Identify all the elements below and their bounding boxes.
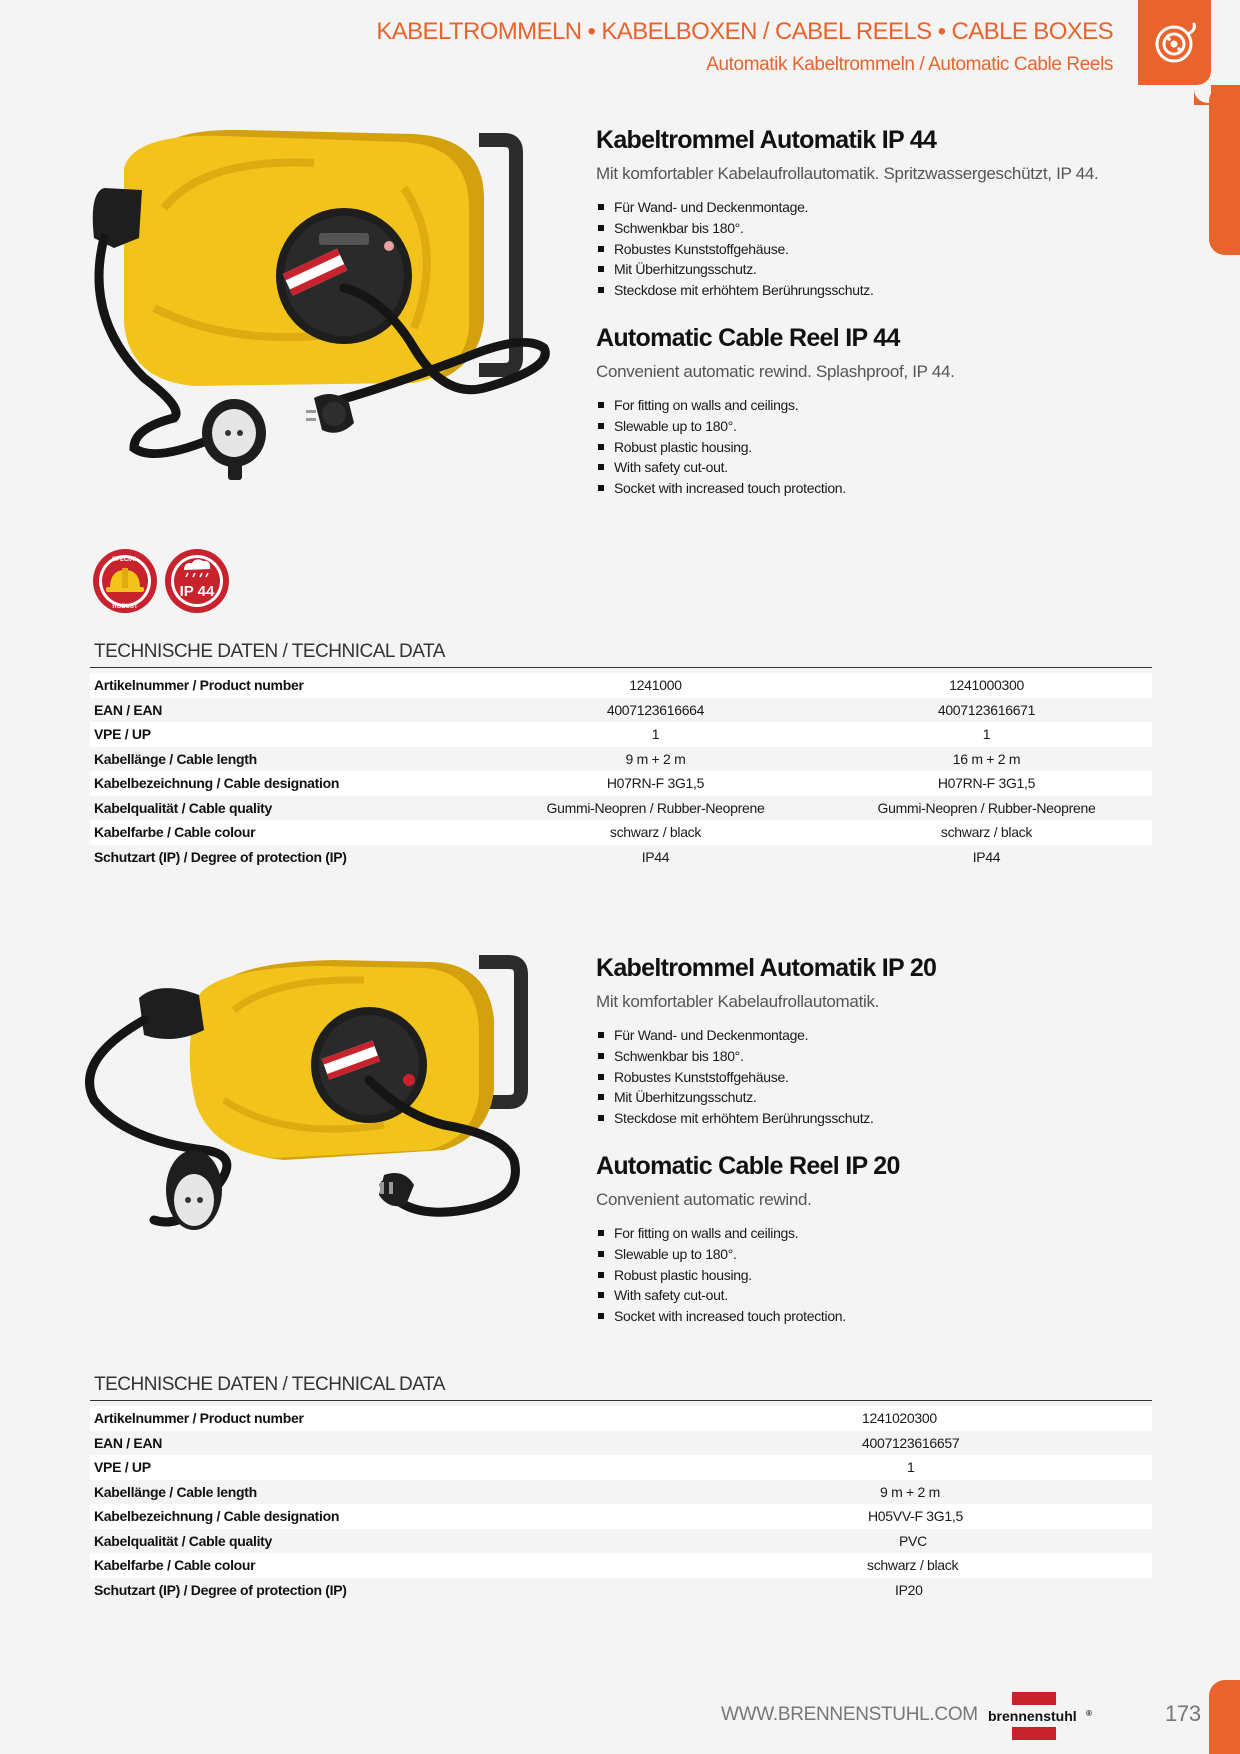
row-label: Kabelbezeichnung / Cable designation xyxy=(90,1504,490,1529)
cell-value: Gummi-Neopren / Rubber-Neoprene xyxy=(821,796,1152,821)
row-label: Kabellänge / Cable length xyxy=(90,1480,490,1505)
cell-value: 4007123616671 xyxy=(821,698,1152,723)
row-label: VPE / UP xyxy=(90,1455,490,1480)
chapter-tab xyxy=(1138,0,1211,85)
product-image-ip44 xyxy=(84,118,564,523)
product-title-en: Automatic Cable Reel IP 44 xyxy=(596,323,900,352)
cell-value: 4007123616657 xyxy=(732,1431,1152,1456)
list-item: Steckdose mit erhöhtem Berührungsschutz. xyxy=(596,1108,1156,1129)
logo-wordmark: brennenstuhl xyxy=(988,1708,1077,1724)
row-label: Artikelnummer / Product number xyxy=(90,673,490,698)
badge-robust-label: ROBUST xyxy=(112,604,138,610)
cable-reel-icon xyxy=(1154,22,1198,66)
list-item: With safety cut-out. xyxy=(596,457,1156,478)
cell-value: 1 xyxy=(732,1455,1152,1480)
product-desc-en: Convenient automatic rewind. xyxy=(596,1189,812,1209)
table-row xyxy=(90,845,1152,870)
row-label: Kabelqualität / Cable quality xyxy=(90,1529,490,1554)
section-title: KABELTROMMELN • KABELBOXEN / CABEL REELS • CABLE BOXES xyxy=(376,18,1113,45)
row-label: Artikelnummer / Product number xyxy=(90,1406,490,1431)
list-item: Mit Überhitzungsschutz. xyxy=(596,259,1156,280)
list-item: Robust plastic housing. xyxy=(596,437,1156,458)
list-item: For fitting on walls and ceilings. xyxy=(596,1223,1156,1244)
table-row xyxy=(90,673,1152,698)
cell-value: IP44 xyxy=(821,845,1152,870)
product-title-de: Kabeltrommel Automatik IP 44 xyxy=(596,126,937,154)
table-row xyxy=(90,1504,1152,1529)
product-desc-de: Mit komfortabler Kabelaufrollautomatik. xyxy=(596,992,880,1011)
table-row xyxy=(90,1406,1152,1431)
feature-list-en xyxy=(596,1223,1156,1327)
ip44-badge xyxy=(165,549,229,613)
tech-data-title-2: TECHNISCHE DATEN / TECHNICAL DATA xyxy=(94,1374,445,1395)
row-label: Kabelfarbe / Cable colour xyxy=(90,1553,490,1578)
feature-list-en xyxy=(596,395,1156,499)
cell-value: 4007123616664 xyxy=(490,698,821,723)
cell-value: PVC xyxy=(732,1529,1152,1554)
row-label: Kabellänge / Cable length xyxy=(90,747,490,772)
cell-value: 9 m + 2 m xyxy=(732,1480,1152,1505)
cell-value: 9 m + 2 m xyxy=(490,747,821,772)
cell-value: IP44 xyxy=(490,845,821,870)
cell-value: schwarz / black xyxy=(821,820,1152,845)
list-item: Schwenkbar bis 180°. xyxy=(596,1046,1156,1067)
table-row xyxy=(90,771,1152,796)
table-row xyxy=(90,1529,1152,1554)
tech-data-table-2 xyxy=(90,1406,1152,1602)
row-label: Schutzart (IP) / Degree of protection (IP) xyxy=(90,845,490,870)
special-robust-badge xyxy=(93,549,157,613)
table-row xyxy=(90,698,1152,723)
tech-data-divider-2 xyxy=(90,1400,1152,1401)
product-desc-en: Convenient automatic rewind. Splashproof, IP 44. xyxy=(596,361,955,381)
table-row xyxy=(90,796,1152,821)
list-item: Robustes Kunststoffgehäuse. xyxy=(596,239,1156,260)
cell-value: 1 xyxy=(821,722,1152,747)
cell-value: 1 xyxy=(490,722,821,747)
list-item: Robustes Kunststoffgehäuse. xyxy=(596,1067,1156,1088)
product-image-ip20 xyxy=(84,950,564,1280)
row-label: Kabelfarbe / Cable colour xyxy=(90,820,490,845)
list-item: Socket with increased touch protection. xyxy=(596,1306,1156,1327)
product-description-ip20 xyxy=(596,953,1156,1327)
list-item: For fitting on walls and ceilings. xyxy=(596,395,1156,416)
table-row xyxy=(90,820,1152,845)
table-row xyxy=(90,722,1152,747)
badge-special-label: SPECIAL xyxy=(111,557,139,563)
cell-value: IP20 xyxy=(732,1578,1152,1603)
brennenstuhl-logo xyxy=(986,1692,1096,1742)
product-title-de: Kabeltrommel Automatik IP 20 xyxy=(596,954,937,982)
cell-value: schwarz / black xyxy=(490,820,821,845)
list-item: Für Wand- und Deckenmontage. xyxy=(596,1025,1156,1046)
cell-value: 1241000 xyxy=(490,673,821,698)
table-row xyxy=(90,747,1152,772)
feature-badges xyxy=(92,548,232,614)
feature-list-de xyxy=(596,1025,1156,1129)
logo-registered-mark: ® xyxy=(1086,1709,1092,1718)
list-item: Socket with increased touch protection. xyxy=(596,478,1156,499)
tech-data-table-1 xyxy=(90,673,1152,869)
website-link[interactable]: WWW.BRENNENSTUHL.COM xyxy=(721,1704,978,1725)
table-row xyxy=(90,1455,1152,1480)
chapter-bottom-tab xyxy=(1209,1680,1240,1754)
section-subtitle: Automatik Kabeltrommeln / Automatic Cable Reels xyxy=(706,54,1113,75)
product-description-ip44 xyxy=(596,125,1156,499)
row-label: Schutzart (IP) / Degree of protection (IP) xyxy=(90,1578,490,1603)
cell-value: schwarz / black xyxy=(732,1553,1152,1578)
product-desc-de: Mit komfortabler Kabelaufrollautomatik. Spritzwassergeschützt, IP 44. xyxy=(596,164,1099,183)
cell-value: H05VV-F 3G1,5 xyxy=(732,1504,1152,1529)
page-number: 173 xyxy=(1165,1701,1201,1726)
row-label: Kabelbezeichnung / Cable designation xyxy=(90,771,490,796)
list-item: With safety cut-out. xyxy=(596,1285,1156,1306)
row-label: EAN / EAN xyxy=(90,1431,490,1456)
table-row xyxy=(90,1431,1152,1456)
cell-value: 1241020300 xyxy=(732,1406,1152,1431)
row-label: VPE / UP xyxy=(90,722,490,747)
row-label: EAN / EAN xyxy=(90,698,490,723)
table-row xyxy=(90,1553,1152,1578)
badge-ip-label: IP 44 xyxy=(179,583,215,600)
list-item: Mit Überhitzungsschutz. xyxy=(596,1087,1156,1108)
list-item: Steckdose mit erhöhtem Berührungsschutz. xyxy=(596,280,1156,301)
cell-value: 1241000300 xyxy=(821,673,1152,698)
cell-value: H07RN-F 3G1,5 xyxy=(821,771,1152,796)
table-row xyxy=(90,1480,1152,1505)
list-item: Schwenkbar bis 180°. xyxy=(596,218,1156,239)
product-title-en: Automatic Cable Reel IP 20 xyxy=(596,1151,900,1180)
table-row xyxy=(90,1578,1152,1603)
list-item: Slewable up to 180°. xyxy=(596,1244,1156,1265)
cell-value: H07RN-F 3G1,5 xyxy=(490,771,821,796)
cell-value: Gummi-Neopren / Rubber-Neoprene xyxy=(490,796,821,821)
list-item: Robust plastic housing. xyxy=(596,1265,1156,1286)
list-item: Slewable up to 180°. xyxy=(596,416,1156,437)
row-label: Kabelqualität / Cable quality xyxy=(90,796,490,821)
cell-value: 16 m + 2 m xyxy=(821,747,1152,772)
feature-list-de xyxy=(596,197,1156,301)
tech-data-divider-1 xyxy=(90,667,1152,668)
list-item: Für Wand- und Deckenmontage. xyxy=(596,197,1156,218)
chapter-side-tab xyxy=(1209,85,1240,255)
tech-data-title-1: TECHNISCHE DATEN / TECHNICAL DATA xyxy=(94,641,445,662)
